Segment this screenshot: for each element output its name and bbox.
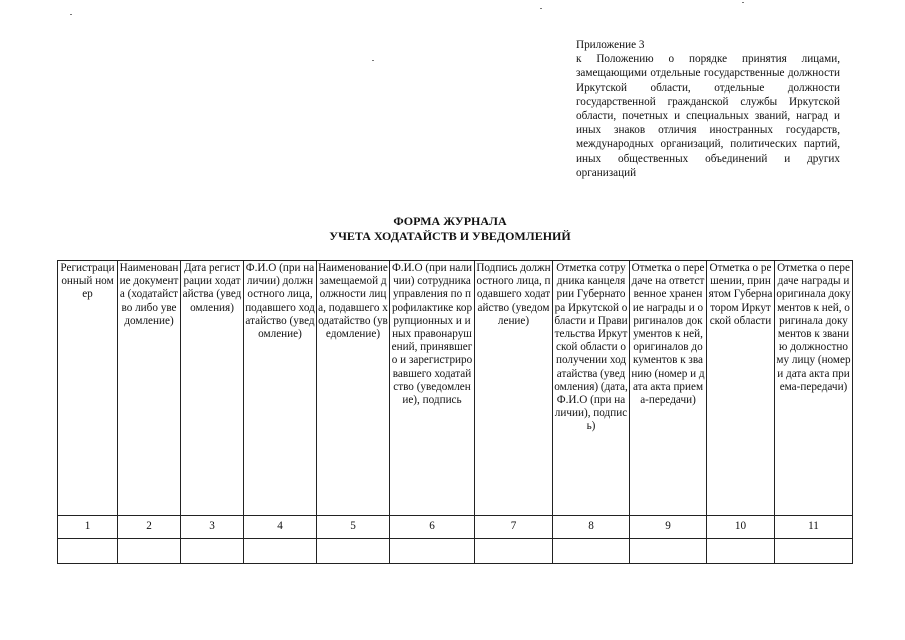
scan-speck [540,8,542,9]
column-number: 9 [630,516,707,539]
column-number: 5 [317,516,390,539]
empty-cell [630,539,707,564]
col-header-reg-number: Регистрационный номер [58,261,118,516]
col-header-chancellery-mark: Отметка сотрудника канцелярии Губернатора Иркутской области и Правительства Иркутской области о получении ходатайства (уведомления) (дата, Ф.И.О (при наличии), подпись) [553,261,630,516]
scan-speck [742,2,744,3]
form-title [270,214,630,244]
col-header-official-name: Ф.И.О (при наличии) должностного лица, подавшего ходатайство (уведомление) [244,261,317,516]
column-number: 8 [553,516,630,539]
empty-cell [475,539,553,564]
col-header-position: Наименование замещаемой должности лица, подавшего ходатайство (уведомление) [317,261,390,516]
empty-cell [707,539,775,564]
column-number: 7 [475,516,553,539]
header-row [58,261,853,516]
col-header-document-name: Наименование документа (ходатайство либо уведомление) [118,261,181,516]
empty-cell [181,539,244,564]
column-number: 10 [707,516,775,539]
empty-entry-row [58,539,853,564]
appendix-text: к Положению о порядке принятия лицами, замещающими отдельные государственные должности Иркутской области, отдельные должности государственной гражданской службы Иркутской области, почетных и специальных званий, наград и иных знаков отличия иностранных государств, международных организаций, политических партий, иных общественных объединений и других организаций [576,53,840,179]
col-header-reg-date: Дата регистрации ходатайства (уведомления) [181,261,244,516]
empty-cell [553,539,630,564]
column-number: 2 [118,516,181,539]
scan-speck [372,60,374,61]
col-header-storage-mark: Отметка о передаче на ответственное хранение награды и оригиналов документов к ней, оригиналов документов к званию (номер и дата акта приема-передачи) [630,261,707,516]
empty-cell [118,539,181,564]
form-title-line1: ФОРМА ЖУРНАЛА [393,214,507,228]
column-number: 6 [390,516,475,539]
column-number: 11 [775,516,853,539]
empty-cell [775,539,853,564]
column-number: 3 [181,516,244,539]
appendix-title: Приложение 3 [576,39,645,51]
empty-cell [244,539,317,564]
col-header-registrar: Ф.И.О (при наличии) сотрудника управления по профилактике коррупционных и иных правонарушений, принявшего и зарегистрировавшего ходатайство (уведомление), подпись [390,261,475,516]
column-number-row [58,516,853,539]
journal-table [57,260,853,564]
empty-cell [390,539,475,564]
empty-cell [317,539,390,564]
col-header-return-mark: Отметка о передаче награды и оригинала документов к ней, оригинала документов к званию должностному лицу (номер и дата акта приема-передачи) [775,261,853,516]
column-number: 4 [244,516,317,539]
column-number: 1 [58,516,118,539]
form-title-line2: УЧЕТА ХОДАТАЙСТВ И УВЕДОМЛЕНИЙ [329,229,571,243]
scan-speck [70,14,72,15]
empty-cell [58,539,118,564]
appendix-block [576,38,840,180]
col-header-official-signature: Подпись должностного лица, подавшего ходатайство (уведомление) [475,261,553,516]
col-header-decision-mark: Отметка о решении, принятом Губернатором Иркутской области [707,261,775,516]
